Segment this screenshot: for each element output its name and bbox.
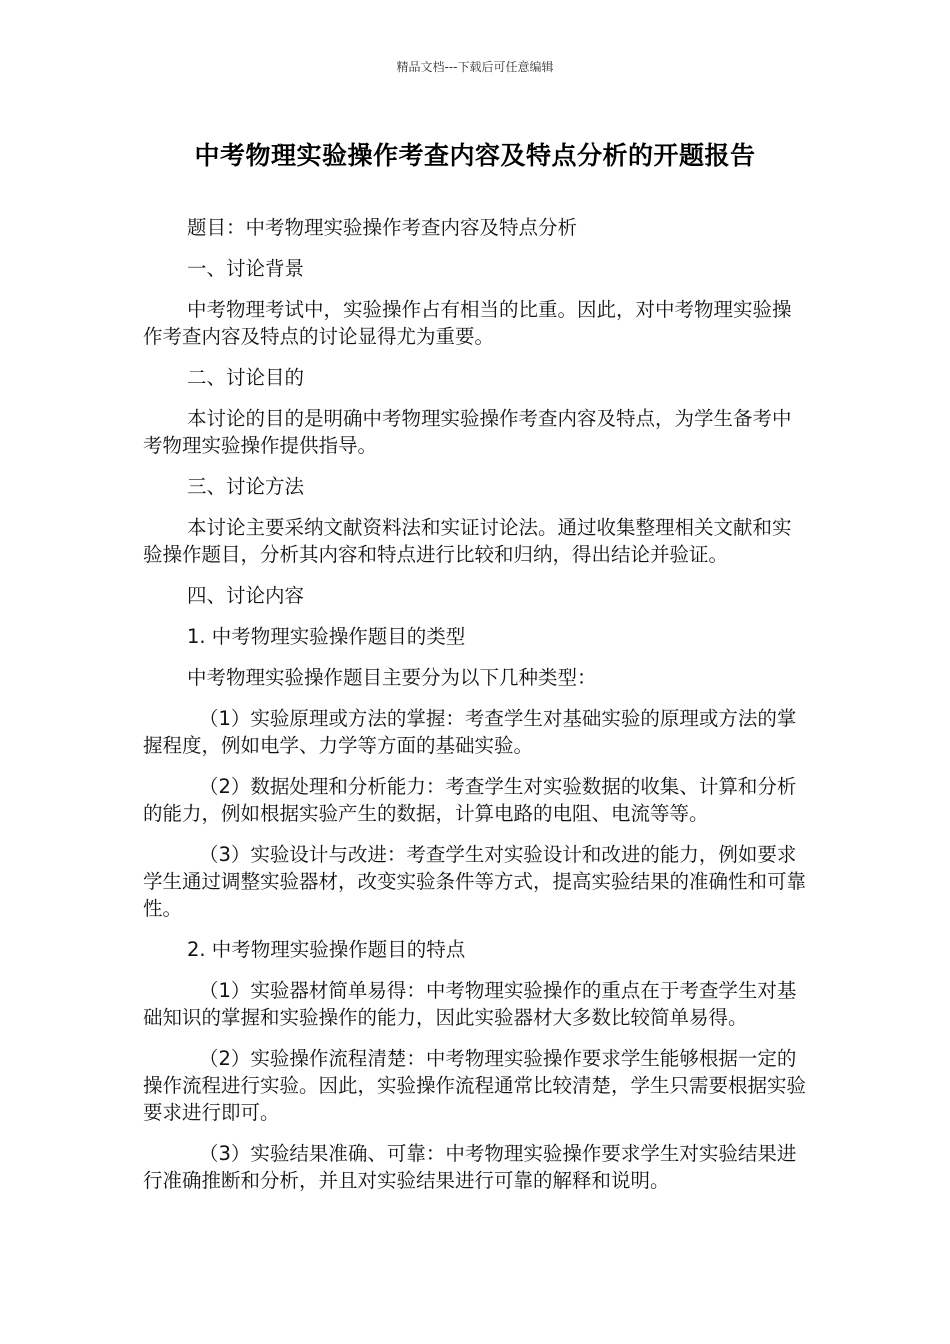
paragraph-purpose: 本讨论的目的是明确中考物理实验操作考查内容及特点，为学生备考中考物理实验操作提供指导。 xyxy=(143,407,792,457)
page-header: 精品文档---下载后可任意编辑 xyxy=(396,60,554,74)
list-item-feature-2: （2）实验操作流程清楚：中考物理实验操作要求学生能够根据一定的操作流程进行实验。因此，实验操作流程通常比较清楚，学生只需要根据实验要求进行即可。 xyxy=(143,1047,807,1124)
topic-line: 题目：中考物理实验操作考查内容及特点分析 xyxy=(187,216,578,239)
paragraph-background: 中考物理考试中，实验操作占有相当的比重。因此，对中考物理实验操作考查内容及特点的讨论显得尤为重要。 xyxy=(143,298,792,348)
list-item-type-2: （2）数据处理和分析能力：考查学生对实验数据的收集、计算和分析的能力，例如根据实验产生的数据，计算电路的电阻、电流等等。 xyxy=(143,775,797,825)
paragraph-types-intro: 中考物理实验操作题目主要分为以下几种类型： xyxy=(187,666,597,689)
list-item-feature-1: （1）实验器材简单易得：中考物理实验操作的重点在于考查学生对基础知识的掌握和实验操作的能力，因此实验器材大多数比较简单易得。 xyxy=(143,979,797,1029)
document-title: 中考物理实验操作考查内容及特点分析的开题报告 xyxy=(194,141,756,170)
section-heading-purpose: 二、讨论目的 xyxy=(187,366,305,389)
subheading-types: 1. 中考物理实验操作题目的类型 xyxy=(187,625,466,648)
document-body xyxy=(143,214,807,1208)
section-heading-method: 三、讨论方法 xyxy=(187,475,305,498)
subheading-features: 2. 中考物理实验操作题目的特点 xyxy=(187,938,466,961)
paragraph-method: 本讨论主要采纳文献资料法和实证讨论法。通过收集整理相关文献和实验操作题目，分析其内容和特点进行比较和归纳，得出结论并验证。 xyxy=(143,516,792,566)
section-heading-background: 一、讨论背景 xyxy=(187,257,305,280)
list-item-type-1: （1）实验原理或方法的掌握：考查学生对基础实验的原理或方法的掌握程度，例如电学、力学等方面的基础实验。 xyxy=(143,707,797,757)
list-item-type-3: （3）实验设计与改进：考查学生对实验设计和改进的能力，例如要求学生通过调整实验器材，改变实验条件等方式，提高实验结果的准确性和可靠性。 xyxy=(143,843,807,920)
section-heading-content: 四、讨论内容 xyxy=(187,584,305,607)
list-item-feature-3: （3）实验结果准确、可靠：中考物理实验操作要求学生对实验结果进行准确推断和分析，并且对实验结果进行可靠的解释和说明。 xyxy=(143,1142,797,1192)
